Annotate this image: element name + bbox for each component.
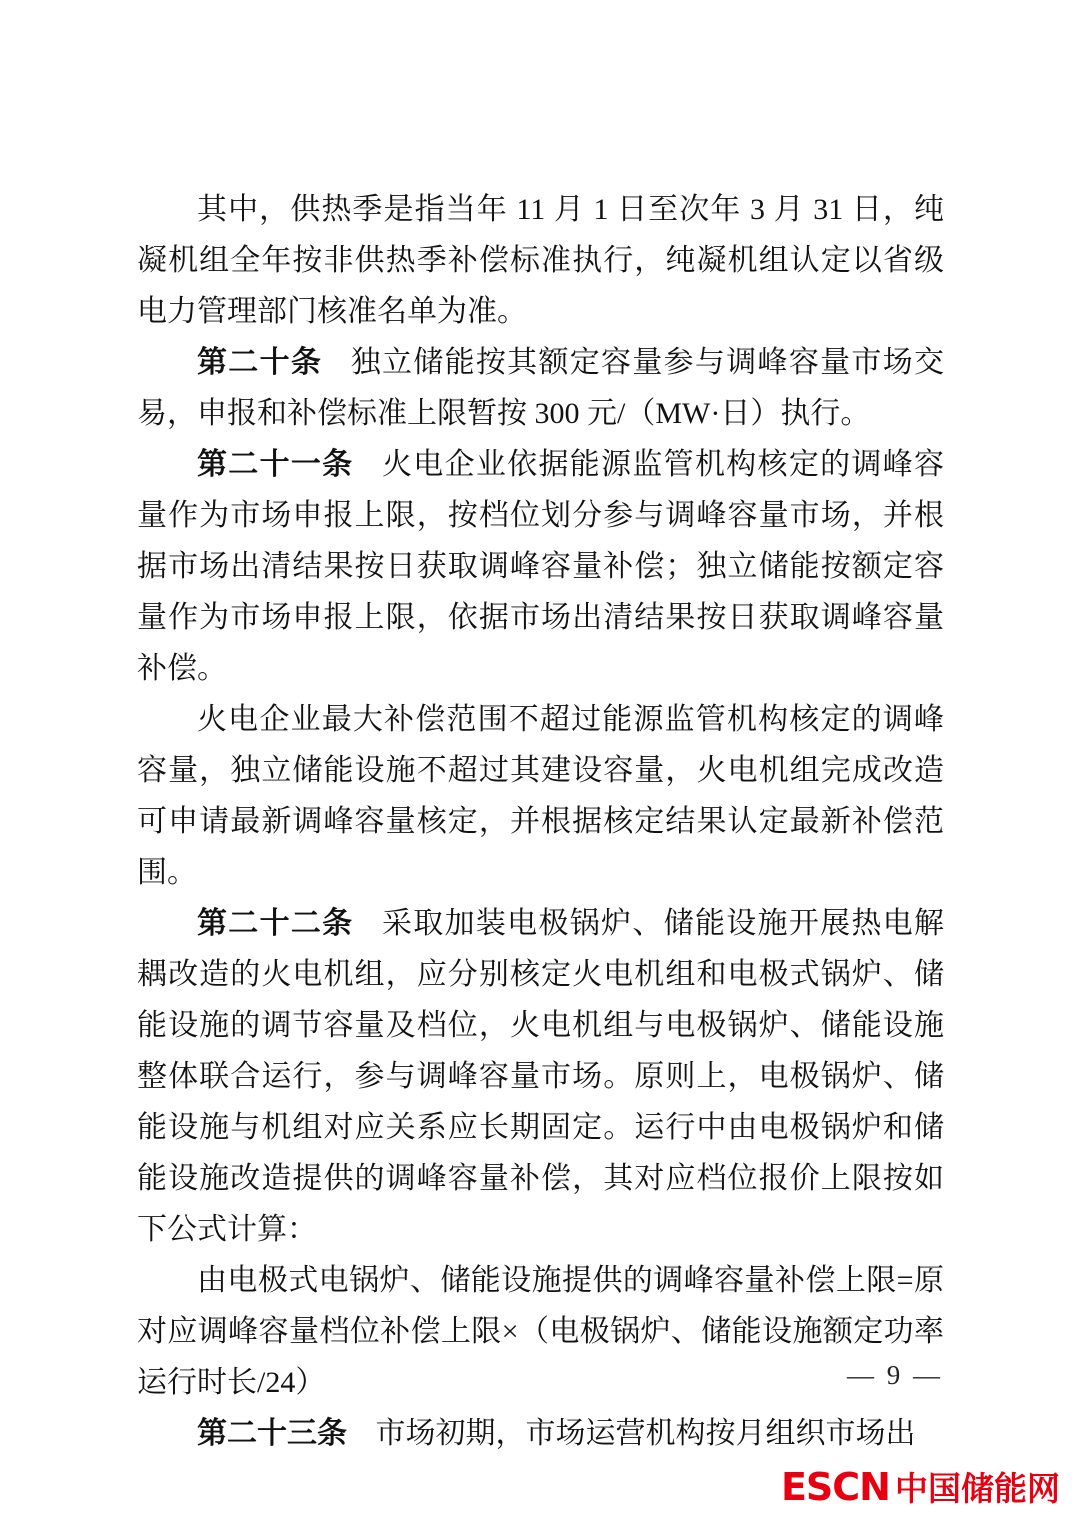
paragraph-text: 其中，供热季是指当年 11 月 1 日至次年 3 月 31 日，纯凝机组全年按非供热季补偿标准执行，纯凝机组认定以省级电力管理部门核准名单为准。 (137, 193, 944, 328)
paragraph-text: 独立储能按其额定容量参与调峰容量市场交易，申报和补偿标准上限暂按 300 元/（MW·日）执行。 (137, 346, 945, 430)
paragraph (137, 1408, 944, 1459)
paragraph-text: 市场初期，市场运营机构按月组织市场出 (375, 1417, 916, 1450)
article-number: 第二十二条 (197, 906, 354, 941)
page-number: — 9 — (847, 1360, 943, 1390)
paragraph (137, 439, 944, 694)
paragraph-text: 火电企业依据能源监管机构核定的调峰容量作为市场申报上限，按档位划分参与调峰容量市场，并根据市场出清结果按日获取调峰容量补偿；独立储能按额定容量作为市场申报上限，依据市场出清结果按日获取调峰容量补偿。 (137, 448, 945, 685)
paragraph (137, 898, 944, 1255)
escn-logo-latin: ESCN (780, 1465, 890, 1509)
paragraph (137, 694, 944, 898)
paragraph-text: 采取加装电极锅炉、储能设施开展热电解耦改造的火电机组，应分别核定火电机组和电极式锅炉、储能设施的调节容量及档位，火电机组与电极锅炉、储能设施整体联合运行，参与调峰容量市场。原则上，电极锅炉、储能设施与机组对应关系应长期固定。运行中由电极锅炉和储能设施改造提供的调峰容量补偿，其对应档位报价上限按如下公式计算： (137, 907, 945, 1246)
paragraph (137, 337, 944, 439)
escn-logo (780, 1465, 1060, 1509)
article-number: 第二十三条 (197, 1416, 347, 1451)
article-number: 第二十一条 (197, 447, 354, 482)
paragraph (137, 1255, 944, 1408)
escn-logo-cjk: 中国储能网 (895, 1469, 1060, 1508)
paragraph-text: 由电极式电锅炉、储能设施提供的调峰容量补偿上限=原对应调峰容量档位补偿上限×（电极锅炉、储能设施额定功率运行时长/24） (137, 1264, 944, 1399)
document-body (137, 184, 944, 1459)
paragraph-text: 火电企业最大补偿范围不超过能源监管机构核定的调峰容量，独立储能设施不超过其建设容量，火电机组完成改造可申请最新调峰容量核定，并根据核定结果认定最新补偿范围。 (137, 703, 944, 889)
article-number: 第二十条 (197, 345, 323, 380)
paragraph (137, 184, 944, 337)
